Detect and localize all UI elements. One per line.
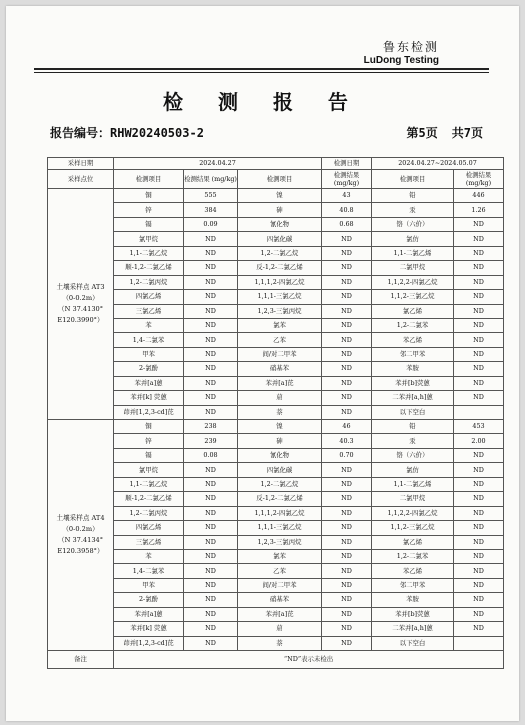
test-item-cell: 1,1,1-三氯乙烷 xyxy=(238,521,322,535)
test-result-cell: ND xyxy=(322,290,372,304)
test-item-cell: 1,1,1,2-四氯乙烷 xyxy=(238,275,322,289)
test-result-cell: ND xyxy=(454,333,504,347)
test-result-cell: ND xyxy=(454,607,504,621)
test-result-cell: ND xyxy=(454,217,504,231)
table-row xyxy=(48,275,504,289)
test-result-cell: ND xyxy=(184,405,238,419)
test-result-cell: ND xyxy=(454,290,504,304)
test-item-cell: 1,1,1,2-四氯乙烷 xyxy=(238,506,322,520)
table-row xyxy=(48,477,504,491)
test-result-cell: ND xyxy=(322,593,372,607)
test-result-cell: ND xyxy=(184,261,238,275)
test-item-cell: 氯乙烯 xyxy=(372,535,454,549)
date-row xyxy=(48,158,504,170)
test-item-cell: 硝基苯 xyxy=(238,362,322,376)
test-result-cell: ND xyxy=(454,593,504,607)
test-item-cell: 氯仿 xyxy=(372,232,454,246)
test-item-cell: 苯胺 xyxy=(372,593,454,607)
results-table xyxy=(47,157,504,669)
test-result-cell: ND xyxy=(454,246,504,260)
test-date: 2024.04.27~2024.05.07 xyxy=(372,158,504,170)
remark-label: 备注 xyxy=(48,651,114,669)
test-result-cell: ND xyxy=(454,275,504,289)
table-row xyxy=(48,362,504,376)
table-row xyxy=(48,636,504,650)
test-item-cell: 1,2-二氯丙烷 xyxy=(114,506,184,520)
result-header: 检测结果 (mg/kg) xyxy=(184,170,238,189)
test-item-cell: 1,2-二氯苯 xyxy=(372,318,454,332)
test-result-cell: ND xyxy=(454,391,504,405)
test-result-cell: ND xyxy=(184,391,238,405)
test-item-cell: 氰化物 xyxy=(238,217,322,231)
test-item-cell: 苯胺 xyxy=(372,362,454,376)
test-result-cell: ND xyxy=(322,405,372,419)
test-item-cell: 甲苯 xyxy=(114,347,184,361)
report-info xyxy=(50,124,483,140)
test-result-cell: ND xyxy=(454,362,504,376)
test-item-cell: 反-1,2-二氯乙烯 xyxy=(238,492,322,506)
test-result-cell: ND xyxy=(322,463,372,477)
test-result-cell: ND xyxy=(184,376,238,390)
test-item-cell: 苯并[b]荧蒽 xyxy=(372,376,454,390)
test-item-cell: 间/对二甲苯 xyxy=(238,578,322,592)
test-item-cell: 镉 xyxy=(114,217,184,231)
table-row xyxy=(48,261,504,275)
table-row xyxy=(48,549,504,563)
test-item-cell: 茚并[1,2,3-cd]芘 xyxy=(114,405,184,419)
test-item-cell: 四氯乙烯 xyxy=(114,290,184,304)
test-result-cell: 2.00 xyxy=(454,434,504,448)
test-item-cell: 邻二甲苯 xyxy=(372,347,454,361)
item-header: 检测项目 xyxy=(238,170,322,189)
table-row xyxy=(48,593,504,607)
report-number: 报告编号：RHW20240503-2 xyxy=(50,126,204,140)
test-item-cell: 苯并[b]荧蒽 xyxy=(372,607,454,621)
test-result-cell: ND xyxy=(184,636,238,650)
test-item-cell: 2-氯酚 xyxy=(114,362,184,376)
test-item-cell: 氯甲烷 xyxy=(114,232,184,246)
test-item-cell: 1,4-二氯苯 xyxy=(114,564,184,578)
test-date-label: 检测日期 xyxy=(322,158,372,170)
test-item-cell: 砷 xyxy=(238,203,322,217)
test-result-cell: ND xyxy=(184,362,238,376)
test-item-cell: 铅 xyxy=(372,420,454,434)
sampling-site-line: E120.3990°） xyxy=(57,316,104,324)
table-row xyxy=(48,448,504,462)
sampling-site-line: （N 37.4130° xyxy=(57,305,104,313)
sampling-site-line: 土壤采样点 AT4 xyxy=(56,514,105,522)
test-result-cell: ND xyxy=(322,506,372,520)
test-result-cell: 238 xyxy=(184,420,238,434)
test-result-cell: ND xyxy=(322,549,372,563)
test-item-cell: 1,1-二氯乙烷 xyxy=(114,477,184,491)
test-result-cell: 0.09 xyxy=(184,217,238,231)
test-item-cell: 汞 xyxy=(372,434,454,448)
result-header: 检测结果 (mg/kg) xyxy=(454,170,504,189)
test-result-cell: ND xyxy=(454,535,504,549)
test-item-cell: 1,1-二氯乙烯 xyxy=(372,246,454,260)
table-row xyxy=(48,246,504,260)
test-result-cell: ND xyxy=(454,318,504,332)
test-result-cell: ND xyxy=(322,333,372,347)
sampling-site-line: （N 37.4134° xyxy=(57,536,104,544)
test-item-cell: 苯并[k] 荧蒽 xyxy=(114,622,184,636)
test-result-cell: ND xyxy=(454,261,504,275)
test-item-cell: 镍 xyxy=(238,420,322,434)
test-result-cell: ND xyxy=(454,347,504,361)
test-item-cell: 苯并[k] 荧蒽 xyxy=(114,391,184,405)
table-row xyxy=(48,420,504,434)
test-item-cell: 三氯乙烯 xyxy=(114,535,184,549)
sampling-site-line: （0-0.2m） xyxy=(62,294,99,302)
test-item-cell: 砷 xyxy=(238,434,322,448)
test-item-cell: 二氯甲烷 xyxy=(372,261,454,275)
test-result-cell xyxy=(454,405,504,419)
test-item-cell: 镉 xyxy=(114,448,184,462)
test-result-cell: 0.68 xyxy=(322,217,372,231)
company-name-en: LuDong Testing xyxy=(363,55,439,66)
table-row xyxy=(48,506,504,520)
test-item-cell: 氰化物 xyxy=(238,448,322,462)
table-row xyxy=(48,535,504,549)
test-result-cell: ND xyxy=(322,376,372,390)
test-item-cell: 苯乙烯 xyxy=(372,333,454,347)
test-result-cell: ND xyxy=(454,477,504,491)
test-result-cell: ND xyxy=(184,318,238,332)
test-result-cell: ND xyxy=(184,622,238,636)
test-item-cell: 1,2-二氯乙烷 xyxy=(238,246,322,260)
sampling-site-line: E120.3958°） xyxy=(57,547,104,555)
test-result-cell: ND xyxy=(454,521,504,535)
report-title: 检 测 报 告 xyxy=(163,90,362,114)
test-item-cell: 䓛 xyxy=(238,622,322,636)
test-result-cell: ND xyxy=(184,232,238,246)
table-row xyxy=(48,564,504,578)
sampling-site-cell xyxy=(48,420,114,651)
test-item-cell: 铬（六价） xyxy=(372,217,454,231)
item-header: 检测项目 xyxy=(114,170,184,189)
table-row xyxy=(48,607,504,621)
test-result-cell: ND xyxy=(184,290,238,304)
test-result-cell: ND xyxy=(322,477,372,491)
test-item-cell: 甲苯 xyxy=(114,578,184,592)
test-item-cell: 四氯化碳 xyxy=(238,463,322,477)
test-item-cell: 镍 xyxy=(238,189,322,203)
test-item-cell: 四氯乙烯 xyxy=(114,521,184,535)
test-result-cell: ND xyxy=(322,391,372,405)
test-result-cell: 453 xyxy=(454,420,504,434)
test-result-cell: ND xyxy=(454,622,504,636)
item-header: 检测项目 xyxy=(372,170,454,189)
test-result-cell: 0.70 xyxy=(322,448,372,462)
table-row xyxy=(48,578,504,592)
table-row xyxy=(48,217,504,231)
test-item-cell: 邻二甲苯 xyxy=(372,578,454,592)
test-item-cell: 1,1-二氯乙烯 xyxy=(372,477,454,491)
test-item-cell: 1,1,2,2-四氯乙烷 xyxy=(372,506,454,520)
test-item-cell: 乙苯 xyxy=(238,333,322,347)
test-item-cell: 二苯并[a,h]蒽 xyxy=(372,391,454,405)
test-result-cell: ND xyxy=(454,463,504,477)
test-item-cell: 苯并[a]芘 xyxy=(238,376,322,390)
test-result-cell: ND xyxy=(322,246,372,260)
page-indicator xyxy=(393,124,483,141)
table-row xyxy=(48,622,504,636)
table-row xyxy=(48,405,504,419)
report-page xyxy=(6,6,519,721)
test-result-cell: ND xyxy=(322,521,372,535)
test-item-cell: 苯 xyxy=(114,549,184,563)
test-result-cell: ND xyxy=(322,362,372,376)
sampling-date-label: 采样日期 xyxy=(48,158,114,170)
test-item-cell: 1,1,1-三氯乙烷 xyxy=(238,290,322,304)
header-rule xyxy=(34,68,489,70)
page-number: 第5页 xyxy=(406,126,438,140)
table-row xyxy=(48,376,504,390)
test-item-cell: 氯苯 xyxy=(238,549,322,563)
test-item-cell: 二苯并[a,h]蒽 xyxy=(372,622,454,636)
test-result-cell: ND xyxy=(454,549,504,563)
test-result-cell: ND xyxy=(184,578,238,592)
table-row xyxy=(48,304,504,318)
test-item-cell: 1,1,2,2-四氯乙烷 xyxy=(372,275,454,289)
test-result-cell: ND xyxy=(454,304,504,318)
test-result-cell: ND xyxy=(184,304,238,318)
test-result-cell: ND xyxy=(454,448,504,462)
test-result-cell: ND xyxy=(322,607,372,621)
test-result-cell: ND xyxy=(184,492,238,506)
test-result-cell: ND xyxy=(184,564,238,578)
test-item-cell: 氯苯 xyxy=(238,318,322,332)
table-row xyxy=(48,492,504,506)
test-item-cell: 萘 xyxy=(238,405,322,419)
test-item-cell: 四氯化碳 xyxy=(238,232,322,246)
test-result-cell: ND xyxy=(184,477,238,491)
table-row xyxy=(48,333,504,347)
test-result-cell: 384 xyxy=(184,203,238,217)
test-item-cell: 1,2-二氯丙烷 xyxy=(114,275,184,289)
sampling-date: 2024.04.27 xyxy=(114,158,322,170)
test-item-cell: 锌 xyxy=(114,203,184,217)
test-item-cell: 氯甲烷 xyxy=(114,463,184,477)
test-item-cell: 顺-1,2-二氯乙烯 xyxy=(114,261,184,275)
test-result-cell: ND xyxy=(454,232,504,246)
test-item-cell: 氯仿 xyxy=(372,463,454,477)
test-result-cell: ND xyxy=(454,506,504,520)
table-row xyxy=(48,189,504,203)
test-result-cell: ND xyxy=(184,593,238,607)
test-item-cell: 1,4-二氯苯 xyxy=(114,333,184,347)
test-item-cell: 以下空白 xyxy=(372,405,454,419)
test-item-cell: 锌 xyxy=(114,434,184,448)
test-result-cell: ND xyxy=(322,636,372,650)
test-item-cell: 铜 xyxy=(114,189,184,203)
table-row xyxy=(48,290,504,304)
test-item-cell: 1,2,3-三氯丙烷 xyxy=(238,304,322,318)
test-item-cell: 氯乙烯 xyxy=(372,304,454,318)
test-result-cell: 1.26 xyxy=(454,203,504,217)
test-result-cell: ND xyxy=(184,347,238,361)
test-result-cell: ND xyxy=(184,535,238,549)
test-result-cell: ND xyxy=(322,275,372,289)
test-item-cell: 1,2,3-三氯丙烷 xyxy=(238,535,322,549)
test-item-cell: 苯并[a]蒽 xyxy=(114,376,184,390)
test-item-cell: 间/对二甲苯 xyxy=(238,347,322,361)
test-result-cell: 555 xyxy=(184,189,238,203)
table-row xyxy=(48,232,504,246)
test-result-cell: ND xyxy=(322,578,372,592)
test-result-cell: ND xyxy=(184,506,238,520)
test-result-cell: 43 xyxy=(322,189,372,203)
test-item-cell: 顺-1,2-二氯乙烯 xyxy=(114,492,184,506)
remark-text: “ND”表示未检出 xyxy=(114,651,504,669)
test-result-cell: ND xyxy=(322,347,372,361)
sampling-site-line: （0-0.2m） xyxy=(62,525,99,533)
test-result-cell: ND xyxy=(322,261,372,275)
test-result-cell: ND xyxy=(322,492,372,506)
test-result-cell: 0.08 xyxy=(184,448,238,462)
test-item-cell: 苯并[a]蒽 xyxy=(114,607,184,621)
header-row xyxy=(48,170,504,189)
page-total: 共7页 xyxy=(451,126,483,140)
test-result-cell: ND xyxy=(454,376,504,390)
test-result-cell: ND xyxy=(454,578,504,592)
test-item-cell: 苯并[a]芘 xyxy=(238,607,322,621)
test-result-cell: 46 xyxy=(322,420,372,434)
test-item-cell: 䓛 xyxy=(238,391,322,405)
test-item-cell: 苯 xyxy=(114,318,184,332)
table-row xyxy=(48,318,504,332)
test-result-cell: ND xyxy=(322,622,372,636)
test-result-cell: ND xyxy=(322,304,372,318)
test-item-cell: 1,2-二氯乙烷 xyxy=(238,477,322,491)
result-header: 检测结果 (mg/kg) xyxy=(322,170,372,189)
table-row xyxy=(48,203,504,217)
test-item-cell: 2-氯酚 xyxy=(114,593,184,607)
test-result-cell: ND xyxy=(184,275,238,289)
test-item-cell: 萘 xyxy=(238,636,322,650)
test-item-cell: 铜 xyxy=(114,420,184,434)
test-item-cell: 三氯乙烯 xyxy=(114,304,184,318)
test-result-cell: ND xyxy=(184,549,238,563)
table-row xyxy=(48,463,504,477)
test-item-cell: 1,1,2-三氯乙烷 xyxy=(372,521,454,535)
test-item-cell: 苯乙烯 xyxy=(372,564,454,578)
test-item-cell: 1,2-二氯苯 xyxy=(372,549,454,563)
test-result-cell: ND xyxy=(322,232,372,246)
test-item-cell: 反-1,2-二氯乙烯 xyxy=(238,261,322,275)
company-name: 鲁东检测 xyxy=(382,40,439,54)
test-item-cell: 1,1-二氯乙烷 xyxy=(114,246,184,260)
test-result-cell: ND xyxy=(184,607,238,621)
table-row xyxy=(48,347,504,361)
test-item-cell: 二氯甲烷 xyxy=(372,492,454,506)
test-result-cell: 40.8 xyxy=(322,203,372,217)
test-item-cell: 1,1,2-三氯乙烷 xyxy=(372,290,454,304)
test-item-cell: 汞 xyxy=(372,203,454,217)
test-result-cell: 40.3 xyxy=(322,434,372,448)
sampling-site-cell xyxy=(48,189,114,420)
test-item-cell: 茚并[1,2,3-cd]芘 xyxy=(114,636,184,650)
test-item-cell: 铬（六价） xyxy=(372,448,454,462)
test-item-cell: 乙苯 xyxy=(238,564,322,578)
sampling-site-line: 土壤采样点 AT3 xyxy=(56,283,105,291)
site-header: 采样点位 xyxy=(48,170,114,189)
remark-row xyxy=(48,651,504,669)
test-result-cell xyxy=(454,636,504,650)
test-item-cell: 铅 xyxy=(372,189,454,203)
test-item-cell: 硝基苯 xyxy=(238,593,322,607)
test-item-cell: 以下空白 xyxy=(372,636,454,650)
header-rule-thin xyxy=(34,72,489,73)
test-result-cell: ND xyxy=(454,564,504,578)
test-result-cell: ND xyxy=(322,318,372,332)
table-row xyxy=(48,434,504,448)
table-row xyxy=(48,521,504,535)
test-result-cell: ND xyxy=(184,521,238,535)
test-result-cell: 446 xyxy=(454,189,504,203)
test-result-cell: ND xyxy=(184,246,238,260)
test-result-cell: ND xyxy=(322,535,372,549)
test-result-cell: ND xyxy=(322,564,372,578)
test-result-cell: 239 xyxy=(184,434,238,448)
test-result-cell: ND xyxy=(184,333,238,347)
table-row xyxy=(48,391,504,405)
test-result-cell: ND xyxy=(184,463,238,477)
test-result-cell: ND xyxy=(454,492,504,506)
